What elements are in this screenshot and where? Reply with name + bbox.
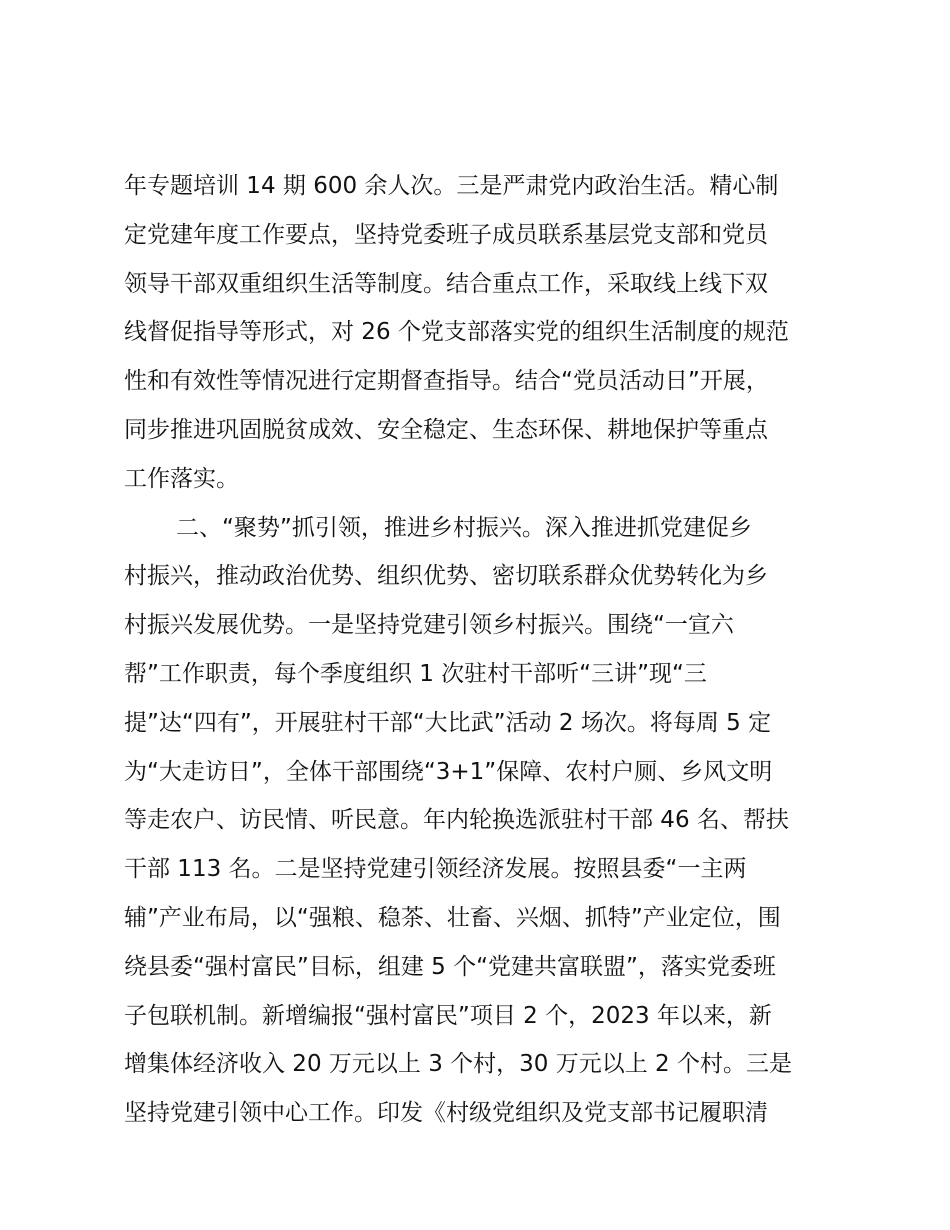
text-line: 辅”产业布局，以“强粮、稳茶、壮畜、兴烟、抓特”产业定位，围 [124,904,781,931]
text-line: 同步推进巩固脱贫成效、安全稳定、生态环保、耕地保护等重点 [124,416,768,443]
text-line: 为“大走访日”，全体干部围绕“3+1”保障、农村户厕、乡风文明 [124,758,773,785]
text-line: 村振兴发展优势。一是坚持党建引领乡村振兴。围绕“一宣六 [124,612,734,639]
text-line: 干部 113 名。二是坚持党建引领经济发展。按照县委“一主两 [124,856,747,883]
text-line: 领导干部双重组织生活等制度。结合重点工作，采取线上线下双 [124,270,768,297]
text-line: 定党建年度工作要点，坚持党委班子成员联系基层党支部和党员 [124,221,768,248]
text-line: 等走农户、访民情、听民意。年内轮换选派驻村干部 46 名、帮扶 [124,807,789,834]
text-line: 村振兴，推动政治优势、组织优势、密切联系群众优势转化为乡 [124,563,768,590]
section-heading-line: 二、“聚势”抓引领，推进乡村振兴。深入推进抓党建促乡 [176,514,752,541]
text-line: 工作落实。 [124,465,239,492]
text-line: 坚持党建引领中心工作。印发《村级党组织及党支部书记履职清 [124,1100,768,1127]
text-line: 子包联机制。新增编报“强村富民”项目 2 个，2023 年以来，新 [124,1002,772,1029]
text-line: 线督促指导等形式，对 26 个党支部落实党的组织生活制度的规范 [124,319,789,346]
text-line: 提”达“四有”，开展驻村干部“大比武”活动 2 场次。将每周 5 定 [124,709,772,736]
text-line: 帮”工作职责，每个季度组织 1 次驻村干部听“三讲”现“三 [124,660,707,687]
text-line: 绕县委“强村富民”目标，组建 5 个“党建共富联盟”，落实党委班 [124,953,776,980]
text-line: 年专题培训 14 期 600 余人次。三是严肃党内政治生活。精心制 [124,173,779,199]
body-text [124,162,844,1138]
text-line: 性和有效性等情况进行定期督查指导。结合“党员活动日”开展， [124,368,769,395]
text-line: 增集体经济收入 20 万元以上 3 个村，30 万元以上 2 个村。三是 [124,1051,792,1078]
